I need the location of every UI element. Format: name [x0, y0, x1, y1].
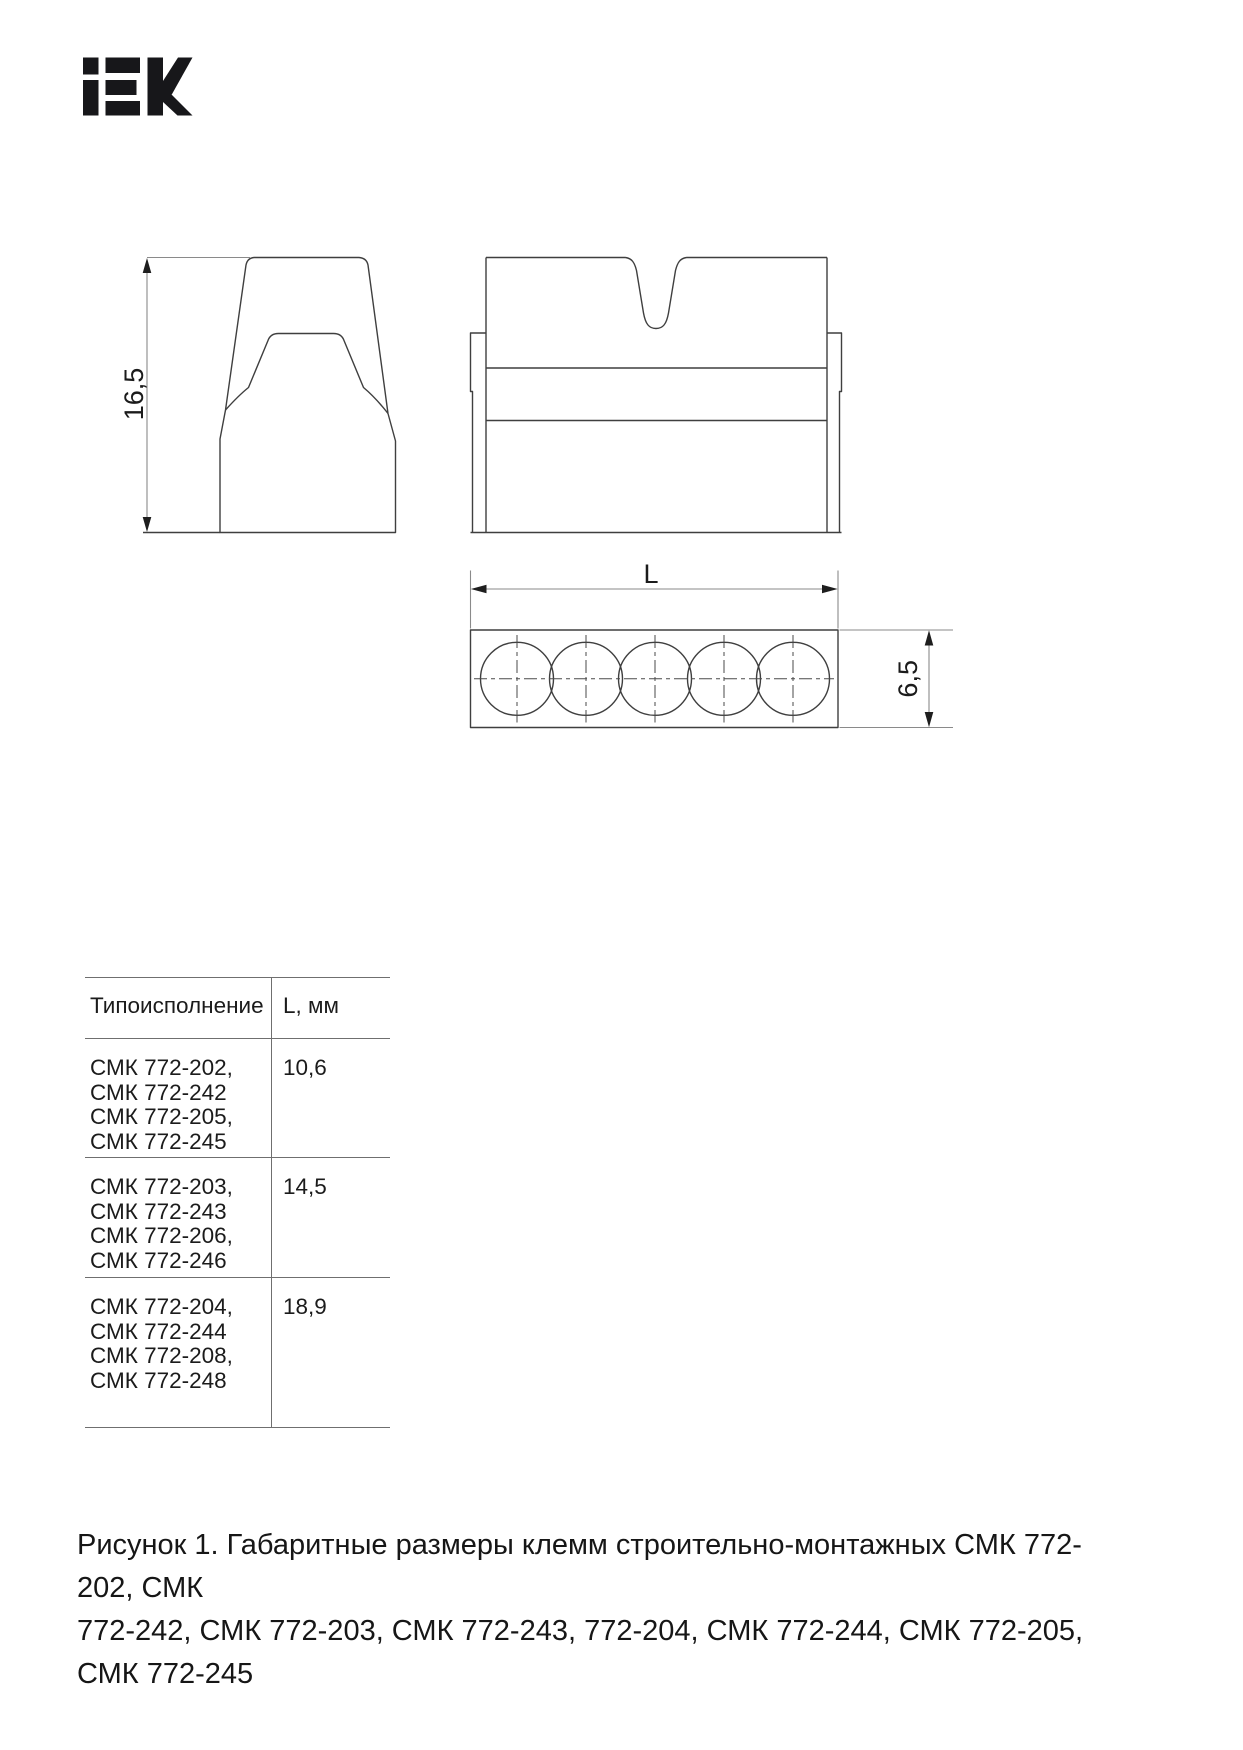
- logo-k-lower-arm: [163, 95, 193, 116]
- l-value: 10,6: [283, 1055, 327, 1080]
- logo-e-bar-mid: [106, 80, 137, 95]
- model-line: СМК 772-205,: [90, 1104, 233, 1129]
- model-line: СМК 772-244: [90, 1318, 227, 1344]
- model-line: СМК 772-242: [90, 1079, 227, 1105]
- table-row: [85, 1158, 390, 1278]
- logo-i-dot: [83, 58, 99, 75]
- arrow-right-icon: [822, 585, 838, 594]
- width-dim-label: 6,5: [893, 660, 923, 698]
- header-cell-length: L, мм: [283, 993, 339, 1018]
- model-line: СМК 772-248: [90, 1367, 227, 1393]
- model-line: СМК 772-245: [90, 1128, 227, 1154]
- height-dim-label: 16,5: [119, 367, 149, 421]
- logo-k-stem: [148, 58, 164, 116]
- arrow-up-icon: [925, 630, 934, 645]
- logo-k-upper-arm: [163, 58, 193, 96]
- caption-line: 772-242, СМК 772-203, СМК 772-243, 772-204, СМК 772-244, СМК 772-205,: [77, 1615, 1084, 1647]
- front-view-notch: [626, 258, 687, 329]
- header-cell-type: Типоисполнение: [85, 978, 272, 1038]
- l-value: 14,5: [283, 1174, 327, 1199]
- front-view-left-tab: [471, 333, 487, 533]
- table-row: [85, 1278, 390, 1428]
- front-view-right-tab: [827, 333, 842, 533]
- figure-caption: [77, 1524, 1137, 1696]
- length-dim-label: L: [643, 559, 659, 589]
- arrow-up-icon: [143, 258, 152, 273]
- iek-logo: [83, 58, 193, 116]
- spec-table: [85, 977, 390, 1428]
- model-list: [85, 1039, 272, 1157]
- arrow-left-icon: [471, 585, 487, 594]
- model-line: СМК 772-206,: [90, 1223, 233, 1248]
- front-view-drawing: [471, 258, 842, 533]
- logo-i-stem: [83, 80, 99, 116]
- model-line: СМК 772-246: [90, 1247, 227, 1273]
- side-view-drawing: [143, 258, 396, 533]
- model-line: СМК 772-202,: [90, 1055, 233, 1080]
- side-view-outline: [220, 258, 396, 533]
- arrow-down-icon: [143, 517, 152, 532]
- model-line: СМК 772-243: [90, 1198, 227, 1224]
- model-line: СМК 772-203,: [90, 1174, 233, 1199]
- model-list: [85, 1278, 272, 1427]
- l-value: 18,9: [283, 1294, 327, 1319]
- logo-e-bar-top: [106, 58, 141, 74]
- caption-line: Рисунок 1. Габаритные размеры клемм строительно-монтажных СМК 772-202, СМК: [77, 1529, 1082, 1604]
- caption-line: СМК 772-245: [77, 1658, 254, 1690]
- table-header-row: [85, 978, 390, 1039]
- model-line: СМК 772-208,: [90, 1343, 233, 1368]
- model-list: [85, 1158, 272, 1277]
- logo-e-bar-bottom: [106, 101, 141, 116]
- table-row: [85, 1039, 390, 1158]
- arrow-down-icon: [925, 712, 934, 727]
- model-line: СМК 772-204,: [90, 1294, 233, 1319]
